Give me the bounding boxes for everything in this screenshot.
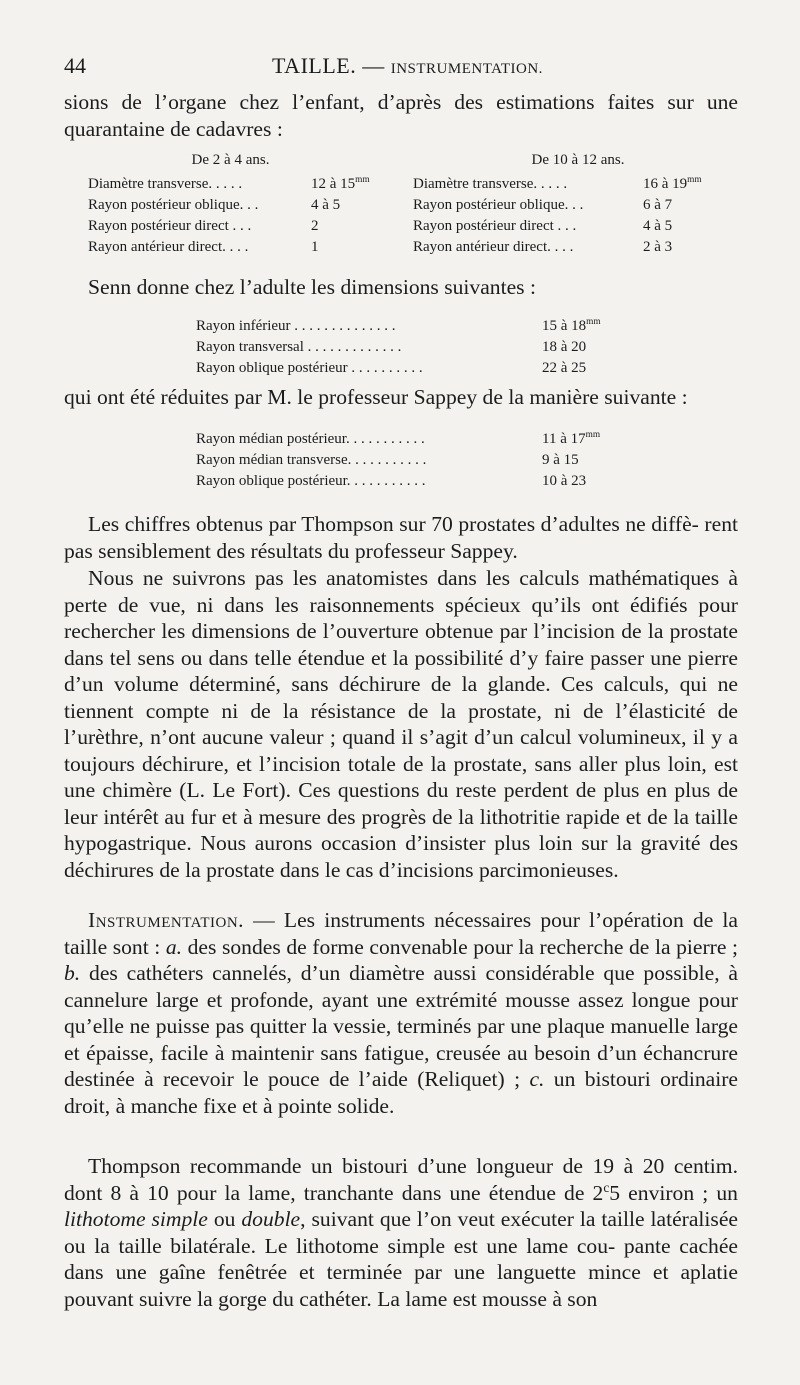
senn-table	[196, 316, 636, 379]
final-paragraph: Thompson recommande un bistouri d’une longueur de 19 à 20 centim. dont 8 à 10 pour la lame, tranchante dans une étendue de 2$^c$5 environ ; un lithotome simple ou double, suivant que l’on veut exécuter la taille latéralisée ou la taille bilatérale. Le lithotome simple est une lame cou- pante cachée dans une gaîne fenêtrée et terminée par une languette mince et aplatie pouvant suivre la gorge du cathéter. La lame est mousse à son	[64, 1154, 738, 1311]
instrumentation-paragraph: Instrumentation. — Les instruments nécessaires pour l’opération de la taille sont : a. des sondes de forme convenable pour la recherche de la pierre ; b. des cathéters cannelés, d’un diamètre aussi considérable que possible, à cannelure large et profonde, ayant une extrémité mousse assez longue pour qu’elle ne puisse pas quitter la vessie, terminés par une plaque manuelle large et épaisse, facile à maintenir sans fatigue, creusée au besoin d’un échancrure destinée à recevoir le pouce de l’aide (Reliquet) ; c. un bistouri ordinaire droit, à manche fixe et à pointe solide.	[64, 908, 739, 1118]
page-number: 44	[64, 53, 86, 78]
header-title: TAILLE.	[272, 53, 357, 78]
table-row: Rayon postérieur oblique. . . 4 à 5	[88, 197, 341, 213]
table-row: Diamètre transverse. . . . . 12 à $15^{mm}$	[88, 175, 370, 192]
table-row: Diamètre transverse. . . . . 16 à $19^{mm}$	[413, 175, 702, 192]
table-row: Rayon oblique postérieur . . . . . . . . . . 22 à 25	[196, 360, 587, 376]
table-row: Rayon inférieur . . . . . . . . . . . . . . 15 à $18^{mm}$	[196, 317, 601, 334]
running-title	[272, 46, 543, 89]
table-row: Rayon transversal . . . . . . . . . . . . . 18 à 20	[196, 339, 587, 355]
senn-intro: Senn donne chez l’adulte les dimensions suivantes :	[88, 275, 536, 299]
header-dash: —	[356, 53, 391, 78]
col-2-heading: De 10 à 12 ans.	[531, 152, 625, 168]
intro-paragraph: sions de l’organe chez l’enfant, d’après des estimations faites sur une quarantaine de cadavres :	[64, 90, 738, 141]
anatomists-paragraph: Nous ne suivrons pas les anatomistes dans les calculs mathématiques à perte de vue, ni dans les raisonnements spécieux qu’ils ont édifiés pour rechercher les dimensions de l’ouverture obtenue par l’incision de la prostate dans tel sens ou dans telle étendue et la possibilité d’y faire passer une pierre d’un volume déterminé, sans déchirure de la glande. Ces calculs, qui ne tiennent compte ni de la résistance de la prostate, ni de l’élasticité de l’urèthre, n’ont aucune valeur ; quand il s’agit d’un calcul volumineux, il y a toujours déchirure, et l’incision totale de la prostate, sans aller plus loin, est une chimère (L. Le Fort). Ces questions du reste perdent de plus en plus de leur intérêt au fur et à mesure des progrès de la lithotritie rapide et de la taille hypogastrique. Nous aurons occasion d’insister plus loin sur la gravité des déchirures de la prostate dans le cas d’incisions parcimonieuses.	[64, 566, 738, 882]
table-row: Rayon postérieur oblique. . . 6 à 7	[413, 197, 673, 213]
header-subtitle: INSTRUMENTATION.	[390, 61, 543, 77]
table-row: Rayon médian transverse. . . . . . . . . . . 9 à 15	[196, 452, 579, 468]
sappey-table	[196, 429, 636, 492]
thompson-paragraph: Les chiffres obtenus par Thompson sur 70 prostates d’adultes ne diffè- rent pas sensiblement des résultats du professeur Sappey.	[64, 512, 738, 563]
table-row: Rayon postérieur direct . . . 4 à 5	[413, 218, 673, 234]
sappey-intro: qui ont été réduites par M. le professeur Sappey de la manière suivante :	[64, 385, 688, 409]
running-header	[64, 46, 738, 86]
table-row: Rayon médian postérieur. . . . . . . . . . . 11 à $17^{mm}$	[196, 430, 601, 447]
table-row: Rayon antérieur direct. . . . 1	[88, 239, 319, 255]
table-row: Rayon postérieur direct . . . 2	[88, 218, 319, 234]
children-col-2	[413, 150, 743, 258]
children-col-1	[88, 150, 373, 258]
col-1-heading: De 2 à 4 ans.	[191, 152, 270, 168]
table-row: Rayon antérieur direct. . . . 2 à 3	[413, 239, 673, 255]
table-row: Rayon oblique postérieur. . . . . . . . . . . 10 à 23	[196, 473, 587, 489]
instrumentation-heading: Instrumentation.	[88, 908, 245, 932]
